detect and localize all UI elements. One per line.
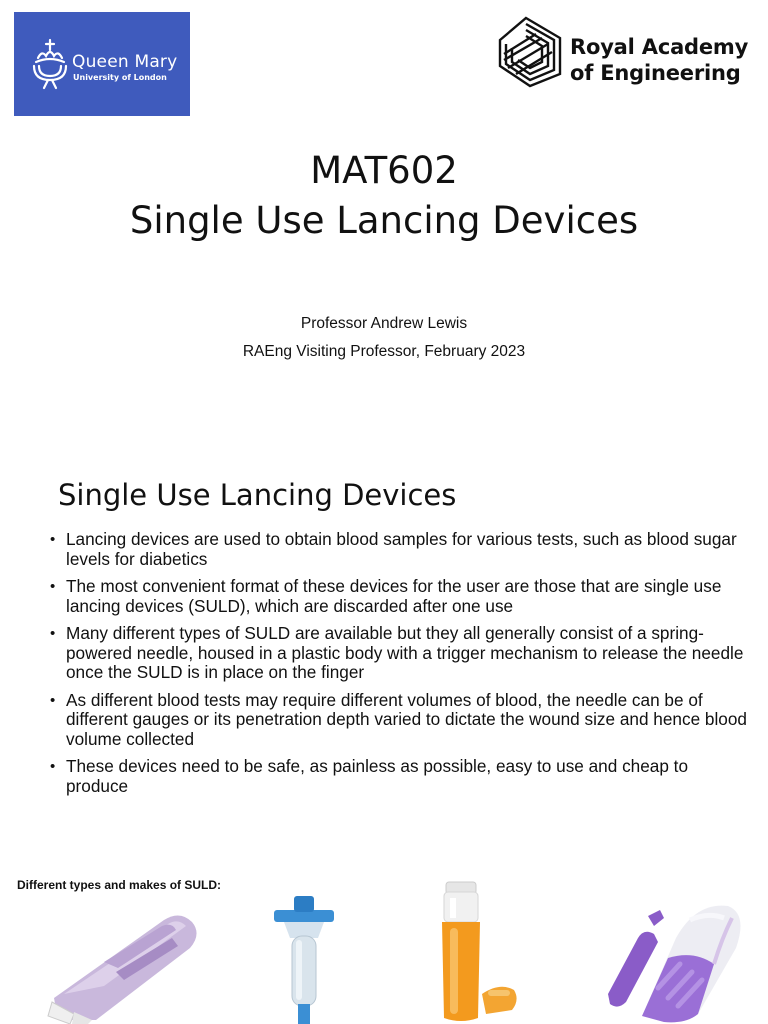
- royal-academy-logo: [494, 12, 762, 92]
- bullet-icon: •: [50, 691, 56, 709]
- list-item: [48, 757, 748, 796]
- list-item: [48, 530, 748, 569]
- queen-mary-name: Queen Mary: [72, 52, 178, 72]
- orange-lancet-image: [428, 878, 528, 1024]
- bullet-text: Lancing devices are used to obtain blood samples for various tests, such as blood sugar levels for diabetics: [66, 529, 737, 569]
- course-code: MAT602: [310, 149, 458, 192]
- bullet-text: As different blood tests may require different volumes of blood, the needle can be of different gauges or its penetration depth varied to dictate the wound size and hence blood volume collected: [66, 689, 747, 749]
- queen-mary-subtitle: University of London: [73, 73, 167, 82]
- bullet-text: These devices need to be safe, as painless as possible, easy to use and cheap to produce: [66, 756, 689, 796]
- bullet-icon: •: [50, 531, 56, 548]
- rae-mark-icon: [496, 14, 564, 88]
- rae-line-1: Royal Academy: [570, 35, 749, 59]
- lilac-lancet-image: [44, 902, 204, 1024]
- page-title: [0, 146, 768, 246]
- section-heading: Single Use Lancing Devices: [58, 478, 457, 512]
- image-caption: Different types and makes of SULD:: [17, 878, 222, 892]
- purple-lancet-image: [598, 898, 748, 1024]
- bullet-icon: •: [50, 625, 56, 642]
- bullet-icon: •: [50, 758, 56, 775]
- list-item: [48, 624, 748, 683]
- presenter-info: [0, 310, 768, 366]
- bullet-text: The most convenient format of these devices for the user are those that are single use lancing devices (SULD), which are discarded after one use: [66, 576, 722, 616]
- bullet-icon: •: [50, 578, 56, 595]
- list-item: [48, 691, 748, 750]
- list-item: [48, 577, 748, 616]
- presenter-name: Professor Andrew Lewis: [300, 315, 468, 332]
- queen-mary-logo: [14, 12, 190, 116]
- bullet-text: Many different types of SULD are available but they all generally consist of a spring-powered needle, housed in a plastic body with a trigger mechanism to release the needle once the SULD is in place on the finger: [66, 623, 744, 682]
- rae-line-2: of Engineering: [570, 61, 741, 85]
- presenter-role: RAEng Visiting Professor, February 2023: [242, 343, 526, 360]
- crown-crest-icon: [22, 36, 78, 92]
- course-title: Single Use Lancing Devices: [129, 199, 639, 242]
- blue-lancet-image: [266, 892, 342, 1024]
- bullet-list: [48, 530, 748, 804]
- royal-academy-name: [570, 34, 748, 86]
